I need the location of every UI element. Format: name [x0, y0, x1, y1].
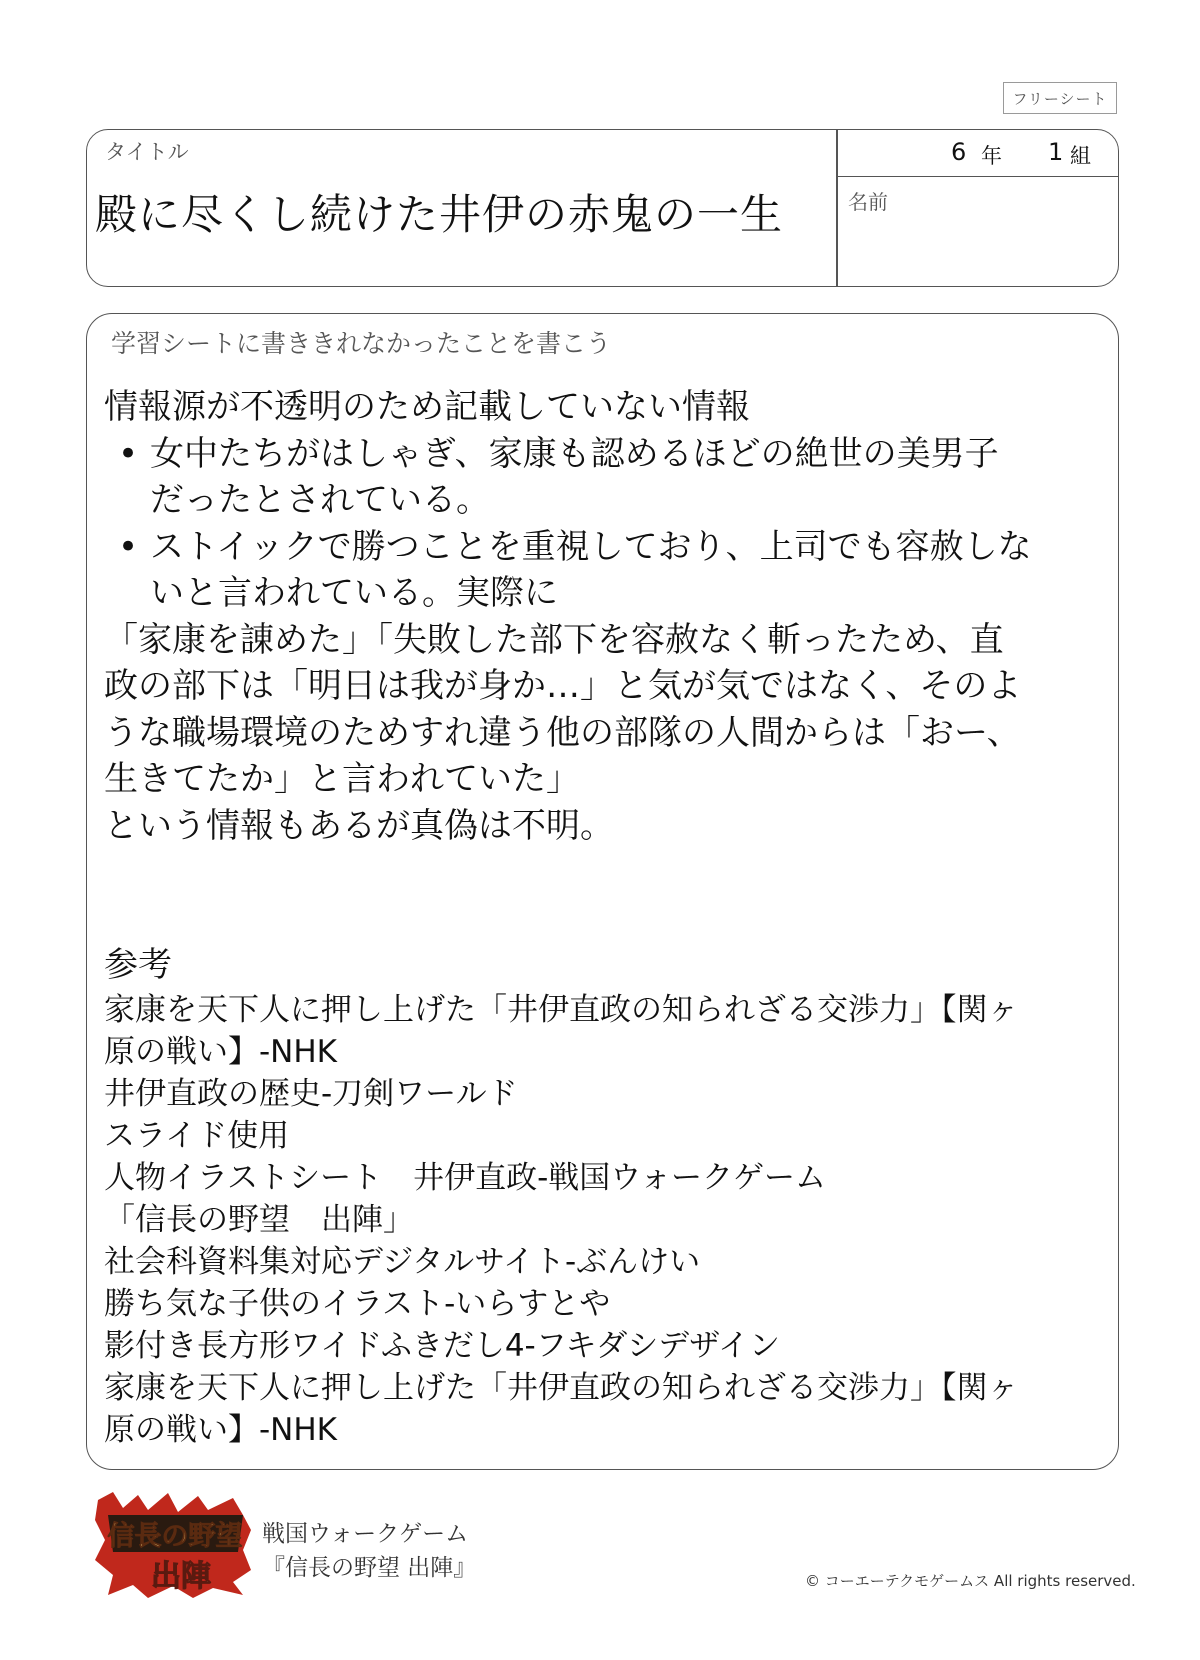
footer-game-line1: 戦国ウォークゲーム	[262, 1521, 469, 1547]
grade-class-row	[838, 130, 1118, 177]
body-line: 政の部下は「明日は我が身か…」と気が気ではなく、そのよ	[104, 666, 1022, 706]
reference-item: 原の戦い】-NHK	[104, 1033, 338, 1070]
footer-game-name	[262, 1517, 476, 1585]
body-line: 生きてたか」と言われていた」	[104, 759, 580, 799]
section-header: 学習シートに書ききれなかったことを書こう	[111, 329, 612, 358]
reference-item: 影付き長方形ワイドふきだし4-フキダシデザイン	[104, 1327, 781, 1364]
class-unit: 組	[1070, 144, 1091, 168]
references-title: 参考	[104, 945, 172, 985]
bullet-text: ストイックで勝つことを重視しており、上司でも容赦しな	[150, 526, 1032, 567]
title-box	[86, 129, 1119, 287]
bullet-continuation: だったとされている。	[150, 480, 490, 520]
grade-number: 6	[951, 138, 967, 166]
title-area	[87, 130, 836, 286]
bullet-item	[104, 431, 1104, 478]
logo-subtitle-text: 出陣	[151, 1559, 211, 1594]
body-line: という情報もあるが真偽は不明。	[104, 805, 614, 846]
reference-item: 家康を天下人に押し上げた「井伊直政の知られざる交渉力」【関ヶ	[104, 991, 1019, 1028]
logo-title-text: 信長の野望	[107, 1521, 243, 1552]
reference-item: 井伊直政の歴史-刀剣ワールド	[104, 1075, 518, 1112]
class-number: 1	[1048, 138, 1064, 166]
copyright-text: © コーエーテクモゲームス All rights reserved.	[805, 1572, 1136, 1590]
reference-item: 原の戦い】-NHK	[104, 1411, 338, 1448]
page-title: 殿に尽くし続けた井伊の赤鬼の一生	[95, 190, 784, 239]
bullet-text: 女中たちがはしゃぎ、家康も認めるほどの絶世の美男子	[150, 433, 999, 474]
body-line: うな職場環境のためすれ違う他の部隊の人間からは「おー、	[104, 712, 1021, 753]
reference-item: 社会科資料集対応デジタルサイト-ぶんけい	[104, 1243, 701, 1280]
grade-unit: 年	[981, 144, 1002, 168]
bullet-icon: •	[118, 526, 139, 567]
bullet-icon: •	[118, 433, 139, 474]
reference-item: スライド使用	[104, 1117, 290, 1154]
spacer	[104, 849, 1104, 942]
body-text	[104, 384, 1104, 1451]
reference-item: 「信長の野望 出陣」	[104, 1201, 414, 1238]
game-logo	[93, 1490, 253, 1600]
body-line: 「家康を諌めた」「失敗した部下を容赦なく斬ったため、直	[104, 619, 1004, 660]
reference-item: 人物イラストシート 井伊直政-戦国ウォークゲーム	[104, 1159, 827, 1196]
main-content-box	[86, 313, 1119, 1470]
reference-item: 勝ち気な子供のイラスト-いらすとや	[104, 1285, 611, 1322]
student-info	[838, 130, 1118, 286]
title-label: タイトル	[105, 140, 189, 164]
free-sheet-label: フリーシート	[1003, 82, 1117, 114]
reference-item: 家康を天下人に押し上げた「井伊直政の知られざる交渉力」【関ヶ	[104, 1369, 1019, 1406]
bullet-item	[104, 524, 1104, 571]
intro-line: 情報源が不透明のため記載していない情報	[104, 387, 750, 427]
bullet-continuation: いと言われている。実際に	[150, 573, 558, 613]
name-label: 名前	[848, 190, 888, 214]
footer-game-line2: 『信長の野望 出陣』	[262, 1555, 477, 1581]
